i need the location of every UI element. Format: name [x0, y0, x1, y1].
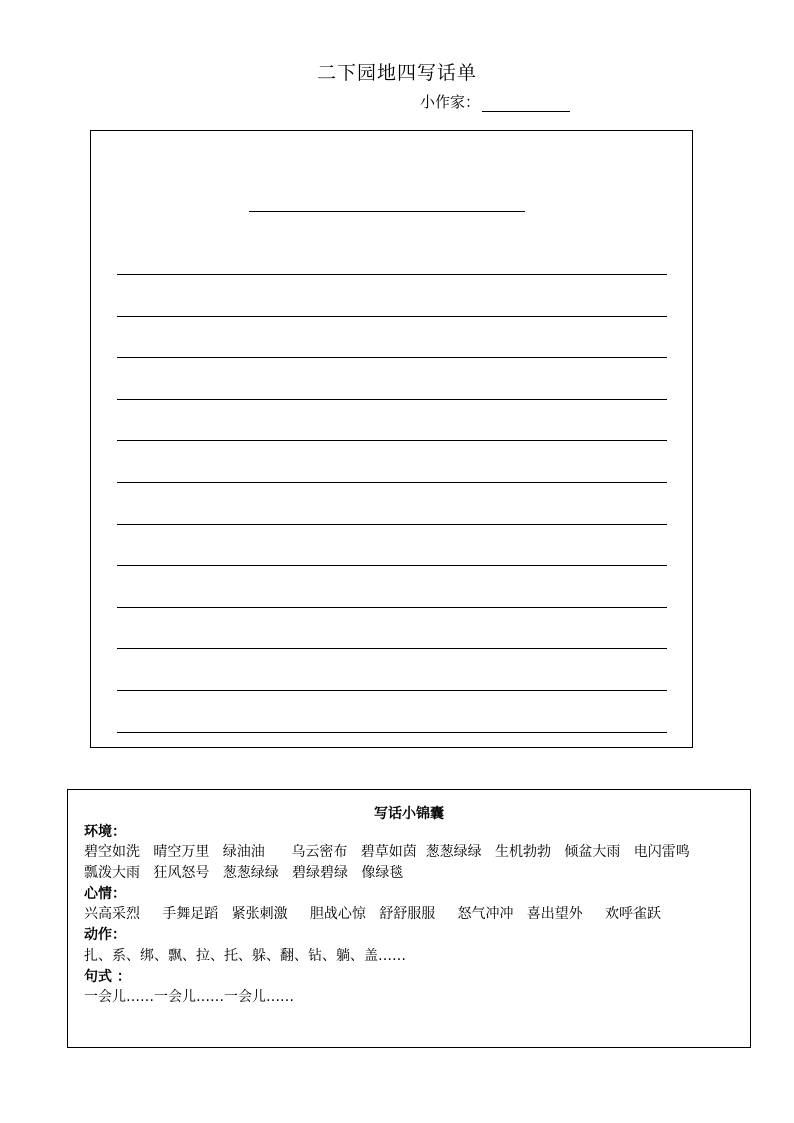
- sentence-pattern-heading: 句式 ：: [84, 969, 131, 985]
- writing-line[interactable]: [117, 316, 667, 317]
- writing-line[interactable]: [117, 399, 667, 400]
- sentence-pattern-line: 一会儿……一会儿……一会儿……: [84, 989, 294, 1005]
- writing-line[interactable]: [117, 440, 667, 441]
- page-title: 二下园地四写话单: [316, 62, 477, 84]
- action-heading: 动作：: [84, 927, 126, 943]
- tips-title: 写话小锦囊: [374, 806, 444, 822]
- writing-line[interactable]: [117, 357, 667, 358]
- environment-heading: 环境：: [84, 824, 126, 840]
- author-field: [420, 91, 570, 112]
- mood-words-line: 兴高采烈 手舞足蹈 紧张刺激 胆战心惊 舒舒服服 怒气冲冲 喜出望外 欢呼雀跃: [84, 906, 662, 922]
- action-words-line: 扎、系、绑、飘、拉、托、躲、翻、钻、躺、盖……: [84, 948, 406, 964]
- writing-line[interactable]: [117, 482, 667, 483]
- essay-title-line[interactable]: [249, 211, 525, 212]
- writing-line[interactable]: [117, 732, 667, 733]
- environment-words-line-2: 瓢泼大雨 狂风怒号 葱葱绿绿 碧绿碧绿 像绿毯: [84, 865, 404, 881]
- writing-area: [90, 130, 693, 748]
- writing-line[interactable]: [117, 648, 667, 649]
- writing-line[interactable]: [117, 690, 667, 691]
- writing-line[interactable]: [117, 607, 667, 608]
- writing-line[interactable]: [117, 565, 667, 566]
- mood-heading: 心情：: [84, 886, 126, 902]
- writing-tips-box: [67, 789, 751, 1048]
- author-label: 小作家：: [420, 93, 481, 111]
- author-blank-line[interactable]: [482, 95, 570, 112]
- writing-line[interactable]: [117, 524, 667, 525]
- environment-words-line-1: 碧空如洗 晴空万里 绿油油 乌云密布 碧草如茵 葱葱绿绿 生机勃勃 倾盆大雨 电闪雷鸣: [84, 844, 690, 860]
- writing-line[interactable]: [117, 274, 667, 275]
